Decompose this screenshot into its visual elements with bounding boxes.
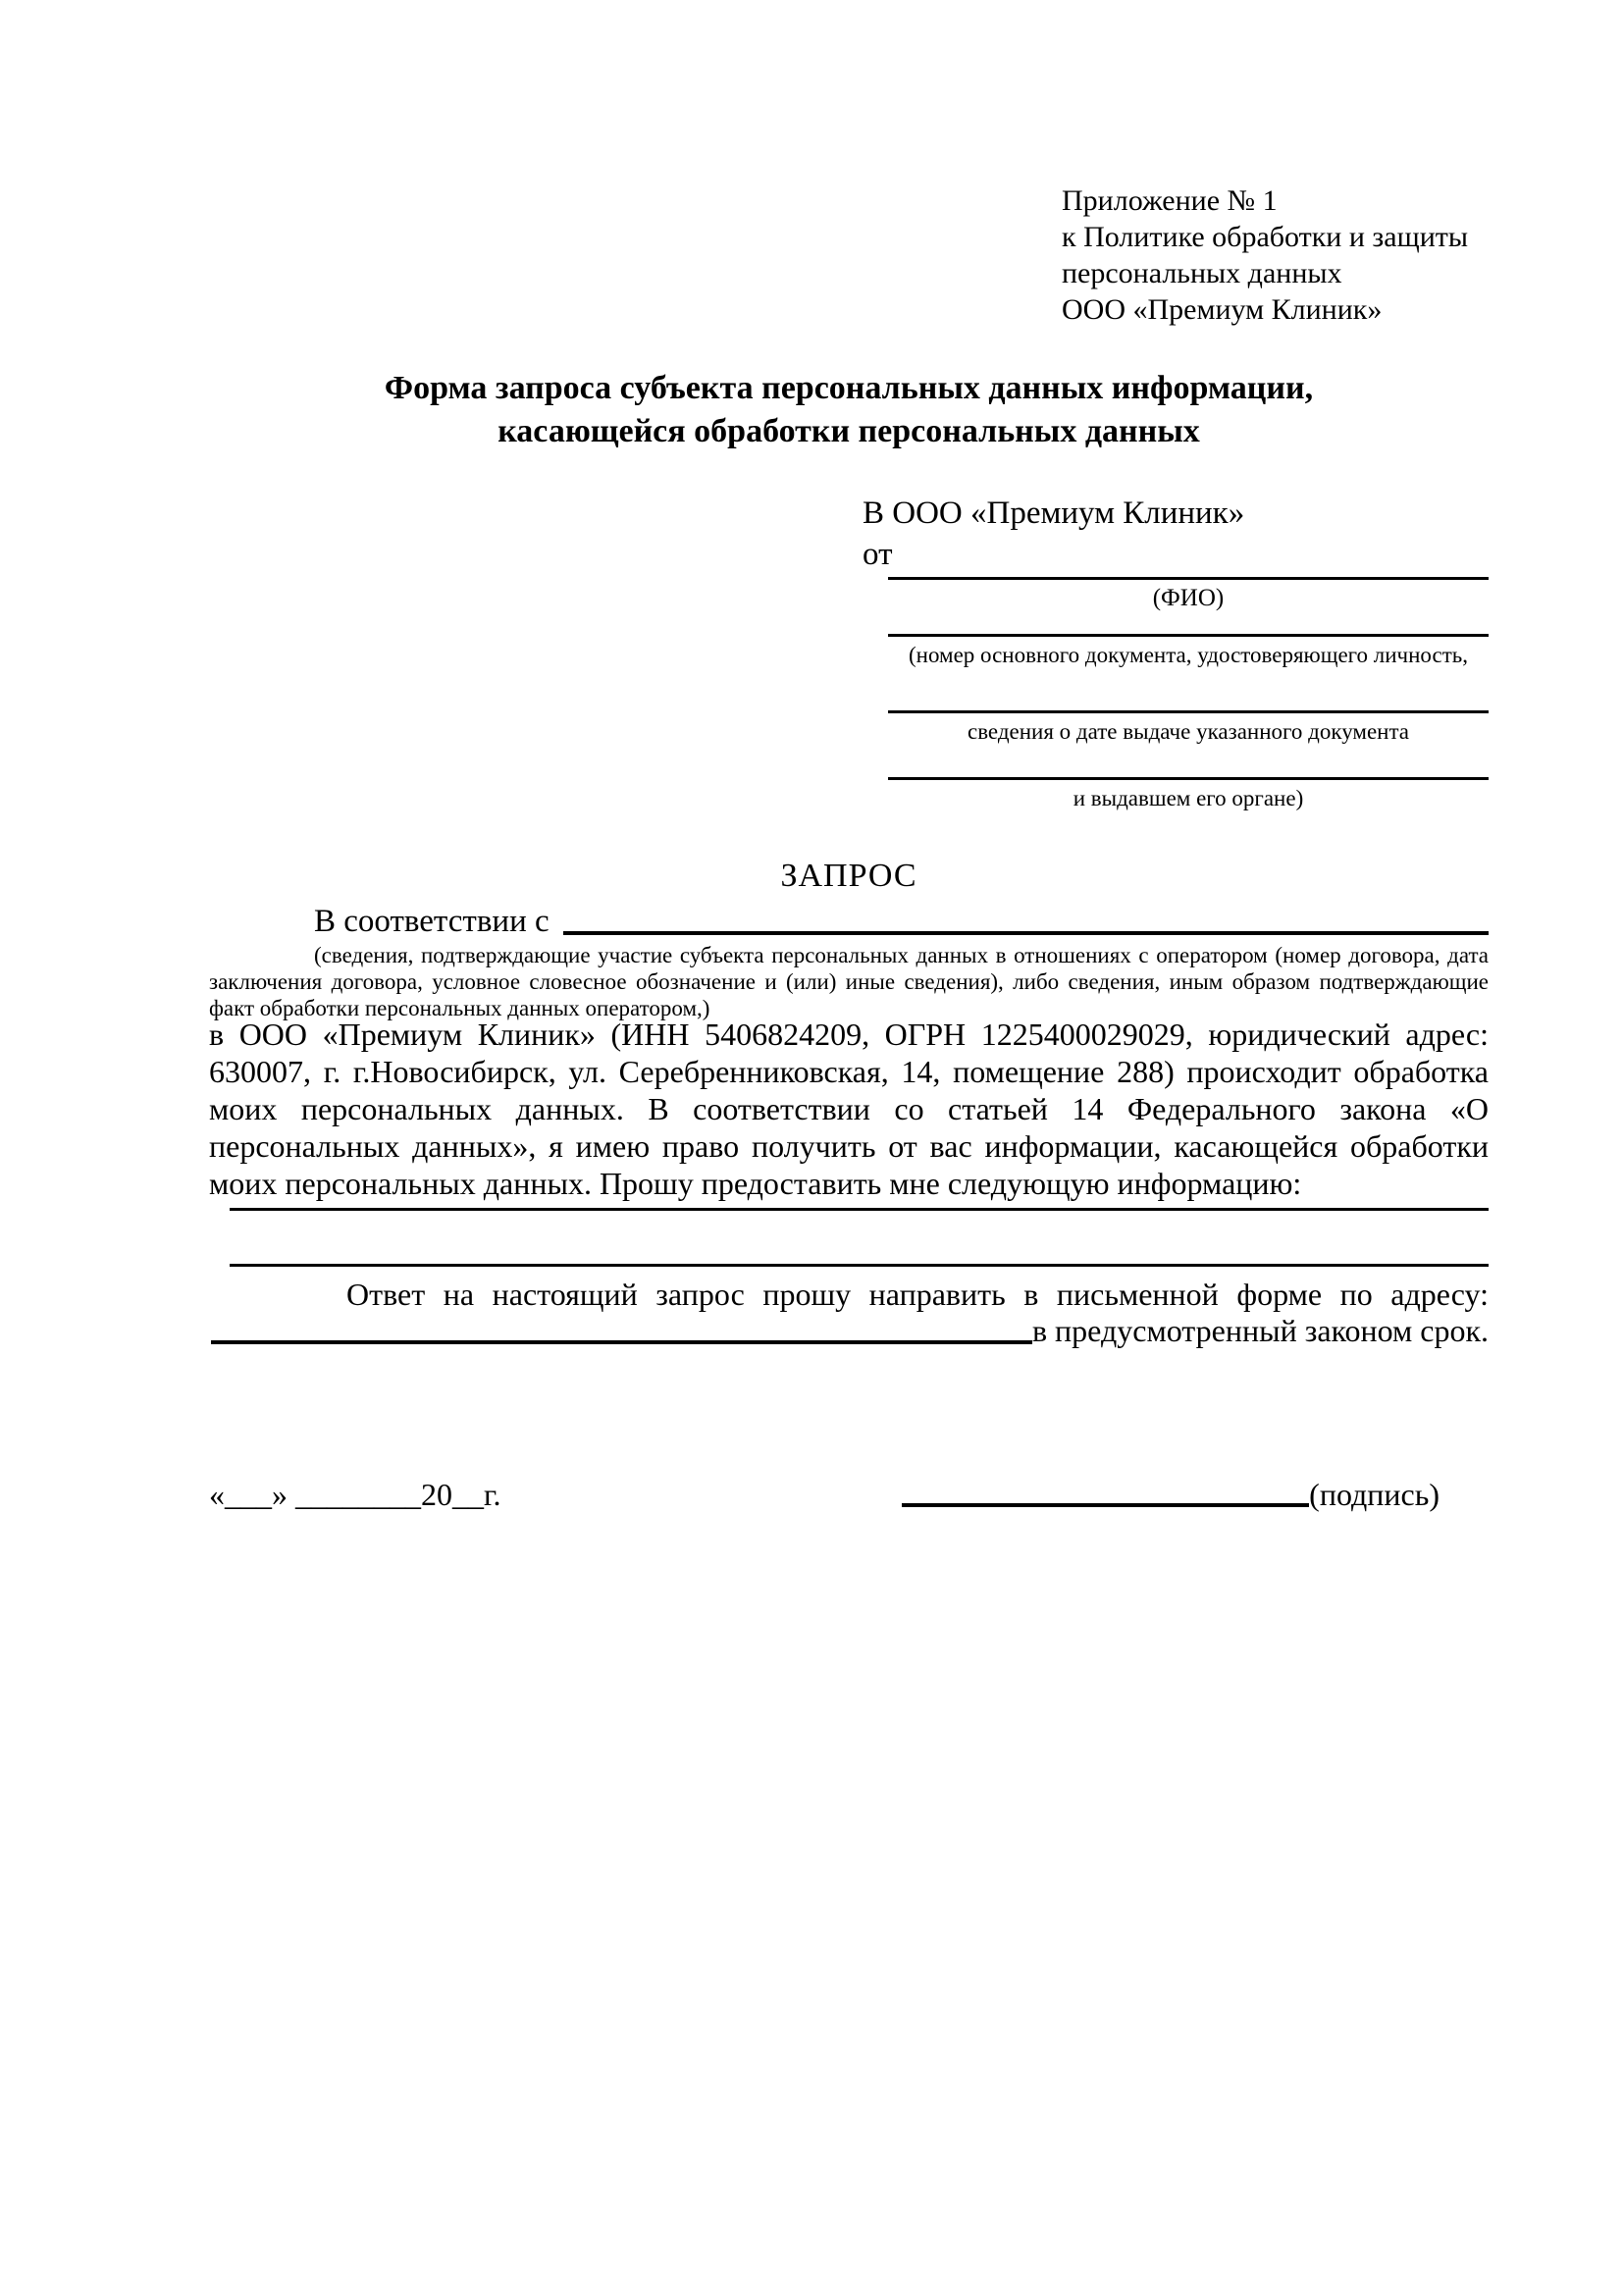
issuing-authority-caption: и выдавшем его органе) — [1073, 786, 1304, 810]
document-title — [209, 367, 1489, 453]
body-paragraph: в ООО «Премиум Клиник» (ИНН 5406824209, ОГРН 1225400029029, юридический адрес: 630007, г. г.Новосибирск, ул. Серебренниковская, 14, помещение 288) происходит обработка моих персональных данных. В соответствии со статьей 14 Федерального закона «О персональных данных», я имею право получить от вас информации, касающейся обработки моих персональных данных. Прошу предоставить мне следующую информацию: — [209, 1017, 1489, 1201]
addressee-to: В ООО «Премиум Клиник» — [863, 496, 1245, 531]
address-blank-line — [211, 1340, 1032, 1344]
accordance-row — [209, 901, 1489, 942]
appendix-line-3: персональных данных — [1062, 257, 1342, 289]
accordance-lead: В соответствии с — [314, 904, 550, 939]
accordance-blank-line — [563, 931, 1489, 935]
info-blank-line-2 — [230, 1264, 1489, 1267]
fio-caption: (ФИО) — [1152, 585, 1225, 611]
address-row — [209, 1312, 1489, 1349]
accordance-footnote: (сведения, подтверждающие участие субъекта персональных данных в отношениях с оператором (номер договора, дата заключения договора, условное словесное обозначение и (или) иные сведения), либо сведения, иным образом подтверждающие факт обработки персональных данных оператором,) — [209, 943, 1489, 1020]
document-title-line-2: касающейся обработки персональных данных — [497, 413, 1200, 449]
request-heading: ЗАПРОС — [780, 858, 917, 894]
addressee-from-label: от — [863, 537, 893, 572]
document-title-line-1: Форма запроса субъекта персональных данных информации, — [384, 370, 1314, 406]
addressee-block — [863, 493, 1489, 813]
appendix-line-2: к Политике обработки и защиты — [1062, 221, 1469, 253]
appendix-block — [1062, 183, 1489, 328]
reply-sentence: Ответ на настоящий запрос прошу направить в письменной форме по адресу: — [346, 1277, 1489, 1312]
signature-blank-line — [902, 1503, 1309, 1507]
issue-date-caption: сведения о дате выдаче указанного документа — [967, 719, 1410, 744]
info-blank-line-1 — [230, 1208, 1489, 1211]
document-content — [209, 0, 1489, 1514]
reply-suffix: в предусмотренный законом срок. — [1031, 1313, 1489, 1348]
signature-caption: (подпись) — [1309, 1477, 1440, 1512]
identity-doc-caption: (номер основного документа, удостоверяющего личность, — [908, 643, 1468, 667]
signature-row — [209, 1475, 1489, 1514]
appendix-line-4: ООО «Премиум Клиник» — [1062, 293, 1383, 326]
date-fill-field: «___» ________20__г. — [209, 1477, 501, 1512]
appendix-line-1: Приложение № 1 — [1062, 184, 1278, 217]
